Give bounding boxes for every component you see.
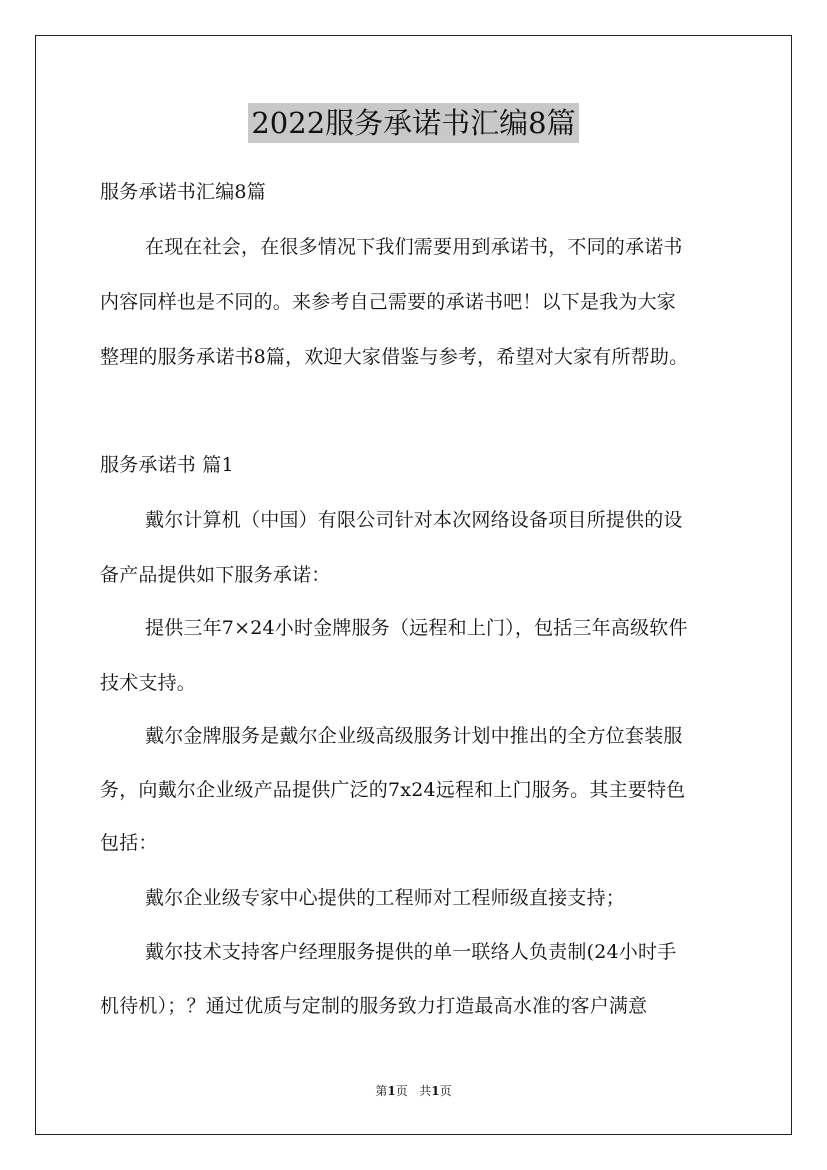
page-number: 1 [387,1084,396,1098]
paragraph-line: 内容同样也是不同的。来参考自己需要的承诺书吧！以下是我为大家 [100,291,677,313]
total-pages: 1 [431,1084,440,1098]
paragraph-line: 备产品提供如下服务承诺： [100,564,331,586]
paragraph-line: 戴尔技术支持客户经理服务提供的单一联络人负责制(24小时手 [145,941,677,963]
paragraph-line: 在现在社会，在很多情况下我们需要用到承诺书，不同的承诺书 [145,236,683,258]
paragraph-line: 整理的服务承诺书8篇，欢迎大家借鉴与参考，希望对大家有所帮助。 [100,346,689,368]
paragraph-line: 戴尔企业级专家中心提供的工程师对工程师级直接支持； [145,887,626,909]
paragraph-line: 务，向戴尔企业级产品提供广泛的7x24远程和上门服务。其主要特色 [100,779,686,801]
total-label-prefix: 共 [419,1084,432,1098]
paragraph-line: 提供三年7×24小时金牌服务（远程和上门），包括三年高级软件 [145,617,688,639]
paragraph-line: 技术支持。 [100,672,197,694]
total-label-suffix: 页 [439,1084,452,1098]
subtitle-line: 服务承诺书汇编8篇 [100,181,266,203]
paragraph-line: 戴尔计算机（中国）有限公司针对本次网络设备项目所提供的设 [145,509,683,531]
document-title: 2022服务承诺书汇编8篇 [248,103,578,143]
paragraph-line: 机待机）；？通过优质与定制的服务致力打造最高水准的客户满意 [100,995,648,1017]
page-footer [0,1083,827,1099]
page-label-suffix: 页 [395,1084,408,1098]
paragraph-line: 戴尔金牌服务是戴尔企业级高级服务计划中推出的全方位套装服 [145,725,683,747]
page-label-prefix: 第 [375,1084,388,1098]
paragraph-line: 包括： [100,832,158,854]
section-heading: 服务承诺书 篇1 [100,454,234,476]
title-area [0,103,827,143]
